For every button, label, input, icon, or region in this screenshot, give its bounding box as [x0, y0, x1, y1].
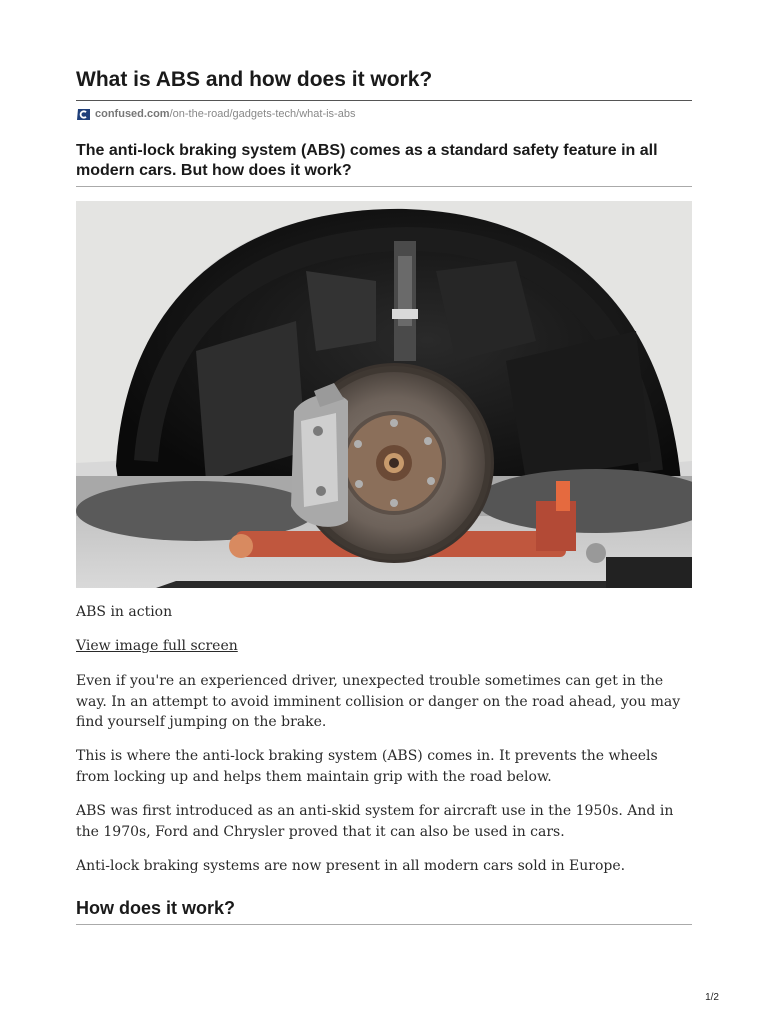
brake-disc-photo	[76, 201, 692, 588]
paragraph-4: Anti-lock braking systems are now present in all modern cars sold in Europe.	[76, 858, 626, 874]
source-url[interactable]	[76, 106, 355, 122]
source-domain: confused.com	[95, 108, 170, 120]
paragraph-2: This is where the anti-lock braking system (ABS) comes in. It prevents the wheels from locking up and helps them maintain grip with the road below.	[76, 748, 658, 785]
article-lead: The anti-lock braking system (ABS) comes as a standard safety feature in all modern cars. But how does it work?	[76, 142, 658, 179]
image-caption: ABS in action	[76, 604, 173, 620]
lead-divider	[76, 186, 692, 187]
paragraph-3: ABS was first introduced as an anti-skid system for aircraft use in the 1950s. And in the 1970s, Ford and Chrysler proved that it can also be used in cars.	[76, 803, 674, 840]
section-heading: How does it work?	[76, 898, 236, 918]
article-title: What is ABS and how does it work?	[76, 68, 433, 91]
section-divider	[76, 924, 692, 925]
view-fullscreen-link[interactable]: View image full screen	[76, 638, 238, 654]
page-number: 1/2	[705, 992, 719, 1003]
hero-image	[76, 201, 692, 588]
paragraph-1: Even if you're an experienced driver, unexpected trouble sometimes can get in the way. In an attempt to avoid imminent collision or danger on the road ahead, you may find yourself jumping on the brake.	[76, 673, 681, 730]
title-divider	[76, 100, 692, 101]
source-path: /on-the-road/gadgets-tech/what-is-abs	[169, 108, 356, 120]
confused-logo-icon	[76, 108, 91, 121]
